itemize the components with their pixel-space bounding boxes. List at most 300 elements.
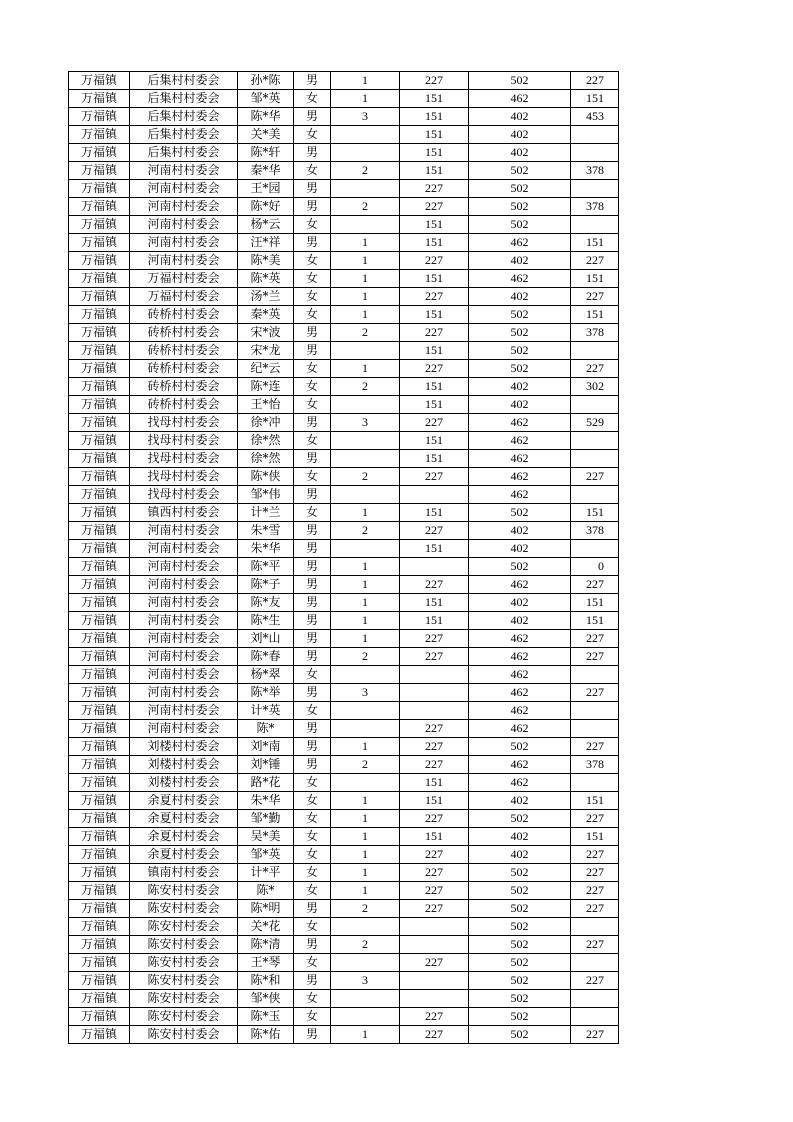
name-cell: 刘*南 (238, 738, 294, 756)
value-b-cell: 502 (469, 972, 571, 990)
village-cell: 后集村村委会 (130, 144, 238, 162)
table-row (69, 630, 619, 648)
gender-cell: 女 (294, 1008, 331, 1026)
table-row (69, 234, 619, 252)
gender-cell: 女 (294, 162, 331, 180)
township-cell: 万福镇 (69, 864, 130, 882)
count-cell: 1 (331, 630, 400, 648)
village-cell: 砖桥村村委会 (130, 324, 238, 342)
count-cell: 1 (331, 828, 400, 846)
value-a-cell (400, 936, 469, 954)
township-cell: 万福镇 (69, 720, 130, 738)
name-cell: 路*花 (238, 774, 294, 792)
table-row (69, 1026, 619, 1044)
table-row (69, 432, 619, 450)
gender-cell: 男 (294, 756, 331, 774)
township-cell: 万福镇 (69, 882, 130, 900)
value-a-cell: 227 (400, 180, 469, 198)
village-cell: 河南村村委会 (130, 648, 238, 666)
count-cell: 2 (331, 324, 400, 342)
table-row (69, 72, 619, 90)
count-cell: 1 (331, 504, 400, 522)
name-cell: 杨*翠 (238, 666, 294, 684)
gender-cell: 女 (294, 90, 331, 108)
value-b-cell: 502 (469, 990, 571, 1008)
count-cell: 1 (331, 252, 400, 270)
township-cell: 万福镇 (69, 108, 130, 126)
name-cell: 朱*雪 (238, 522, 294, 540)
gender-cell: 女 (294, 288, 331, 306)
count-cell: 3 (331, 414, 400, 432)
value-a-cell: 151 (400, 612, 469, 630)
value-b-cell: 402 (469, 828, 571, 846)
value-b-cell: 402 (469, 126, 571, 144)
value-a-cell: 227 (400, 882, 469, 900)
gender-cell: 女 (294, 252, 331, 270)
count-cell (331, 666, 400, 684)
value-b-cell: 462 (469, 702, 571, 720)
total-cell: 227 (571, 810, 619, 828)
village-cell: 后集村村委会 (130, 90, 238, 108)
count-cell: 1 (331, 360, 400, 378)
value-b-cell: 462 (469, 270, 571, 288)
gender-cell: 男 (294, 612, 331, 630)
table-row (69, 540, 619, 558)
total-cell: 302 (571, 378, 619, 396)
township-cell: 万福镇 (69, 612, 130, 630)
table-row (69, 918, 619, 936)
name-cell: 计*英 (238, 702, 294, 720)
count-cell: 1 (331, 792, 400, 810)
gender-cell: 女 (294, 702, 331, 720)
value-a-cell: 227 (400, 648, 469, 666)
table-row (69, 180, 619, 198)
count-cell (331, 918, 400, 936)
value-b-cell: 462 (469, 414, 571, 432)
village-cell: 砖桥村村委会 (130, 396, 238, 414)
village-cell: 陈安村村委会 (130, 936, 238, 954)
table-row (69, 378, 619, 396)
value-b-cell: 502 (469, 1008, 571, 1026)
count-cell: 3 (331, 972, 400, 990)
township-cell: 万福镇 (69, 360, 130, 378)
township-cell: 万福镇 (69, 378, 130, 396)
total-cell (571, 144, 619, 162)
name-cell: 陈*子 (238, 576, 294, 594)
township-cell: 万福镇 (69, 900, 130, 918)
table-row (69, 954, 619, 972)
count-cell: 1 (331, 612, 400, 630)
total-cell (571, 450, 619, 468)
village-cell: 找母村村委会 (130, 450, 238, 468)
township-cell: 万福镇 (69, 504, 130, 522)
total-cell: 151 (571, 792, 619, 810)
count-cell: 2 (331, 378, 400, 396)
village-cell: 陈安村村委会 (130, 990, 238, 1008)
village-cell: 河南村村委会 (130, 720, 238, 738)
name-cell: 徐*然 (238, 432, 294, 450)
count-cell (331, 144, 400, 162)
count-cell: 1 (331, 810, 400, 828)
township-cell: 万福镇 (69, 1026, 130, 1044)
gender-cell: 女 (294, 918, 331, 936)
name-cell: 朱*华 (238, 792, 294, 810)
gender-cell: 女 (294, 864, 331, 882)
gender-cell: 男 (294, 72, 331, 90)
township-cell: 万福镇 (69, 1008, 130, 1026)
table-row (69, 342, 619, 360)
value-a-cell: 227 (400, 414, 469, 432)
gender-cell: 男 (294, 1026, 331, 1044)
township-cell: 万福镇 (69, 594, 130, 612)
village-cell: 河南村村委会 (130, 162, 238, 180)
township-cell: 万福镇 (69, 342, 130, 360)
table-row (69, 324, 619, 342)
township-cell: 万福镇 (69, 450, 130, 468)
count-cell: 2 (331, 756, 400, 774)
table-row (69, 1008, 619, 1026)
name-cell: 徐*然 (238, 450, 294, 468)
township-cell: 万福镇 (69, 774, 130, 792)
township-cell: 万福镇 (69, 558, 130, 576)
total-cell: 453 (571, 108, 619, 126)
count-cell: 1 (331, 864, 400, 882)
gender-cell: 女 (294, 810, 331, 828)
village-cell: 万福村村委会 (130, 288, 238, 306)
value-b-cell: 462 (469, 576, 571, 594)
gender-cell: 男 (294, 144, 331, 162)
value-b-cell: 502 (469, 180, 571, 198)
township-cell: 万福镇 (69, 648, 130, 666)
total-cell: 227 (571, 252, 619, 270)
value-a-cell: 151 (400, 342, 469, 360)
township-cell: 万福镇 (69, 252, 130, 270)
name-cell: 邹*英 (238, 90, 294, 108)
name-cell: 孙*陈 (238, 72, 294, 90)
count-cell (331, 432, 400, 450)
count-cell (331, 216, 400, 234)
count-cell: 3 (331, 684, 400, 702)
township-cell: 万福镇 (69, 198, 130, 216)
village-cell: 砖桥村村委会 (130, 378, 238, 396)
value-a-cell (400, 918, 469, 936)
value-b-cell: 402 (469, 540, 571, 558)
total-cell (571, 432, 619, 450)
table-row (69, 738, 619, 756)
name-cell: 陈*佑 (238, 1026, 294, 1044)
count-cell (331, 1008, 400, 1026)
count-cell (331, 126, 400, 144)
village-cell: 河南村村委会 (130, 180, 238, 198)
value-b-cell: 402 (469, 252, 571, 270)
township-cell: 万福镇 (69, 666, 130, 684)
value-a-cell: 227 (400, 252, 469, 270)
count-cell (331, 540, 400, 558)
total-cell: 227 (571, 576, 619, 594)
table-row (69, 504, 619, 522)
value-a-cell: 151 (400, 108, 469, 126)
village-cell: 万福村村委会 (130, 270, 238, 288)
value-b-cell: 402 (469, 612, 571, 630)
value-a-cell: 151 (400, 270, 469, 288)
value-a-cell: 227 (400, 756, 469, 774)
value-b-cell: 502 (469, 72, 571, 90)
village-cell: 找母村村委会 (130, 486, 238, 504)
village-cell: 镇南村村委会 (130, 864, 238, 882)
table-row (69, 756, 619, 774)
name-cell: 王*琴 (238, 954, 294, 972)
value-b-cell: 462 (469, 234, 571, 252)
table-row (69, 558, 619, 576)
table-row (69, 486, 619, 504)
name-cell: 陈*举 (238, 684, 294, 702)
value-b-cell: 402 (469, 108, 571, 126)
value-b-cell: 502 (469, 1026, 571, 1044)
gender-cell: 女 (294, 126, 331, 144)
count-cell: 2 (331, 648, 400, 666)
village-cell: 余夏村村委会 (130, 792, 238, 810)
township-cell: 万福镇 (69, 954, 130, 972)
name-cell: 陈*明 (238, 900, 294, 918)
total-cell (571, 918, 619, 936)
value-a-cell: 151 (400, 216, 469, 234)
village-cell: 余夏村村委会 (130, 828, 238, 846)
total-cell (571, 396, 619, 414)
name-cell: 关*美 (238, 126, 294, 144)
value-a-cell (400, 972, 469, 990)
township-cell: 万福镇 (69, 810, 130, 828)
village-cell: 河南村村委会 (130, 234, 238, 252)
gender-cell: 女 (294, 468, 331, 486)
name-cell: 朱*华 (238, 540, 294, 558)
gender-cell: 女 (294, 432, 331, 450)
count-cell (331, 954, 400, 972)
township-cell: 万福镇 (69, 846, 130, 864)
township-cell: 万福镇 (69, 90, 130, 108)
value-b-cell: 462 (469, 630, 571, 648)
table-row (69, 774, 619, 792)
count-cell (331, 990, 400, 1008)
total-cell: 151 (571, 828, 619, 846)
name-cell: 纪*云 (238, 360, 294, 378)
value-a-cell (400, 684, 469, 702)
gender-cell: 男 (294, 198, 331, 216)
township-cell: 万福镇 (69, 126, 130, 144)
name-cell: 刘*锤 (238, 756, 294, 774)
township-cell: 万福镇 (69, 468, 130, 486)
value-a-cell: 227 (400, 810, 469, 828)
township-cell: 万福镇 (69, 234, 130, 252)
count-cell: 1 (331, 594, 400, 612)
gender-cell: 女 (294, 216, 331, 234)
table-row (69, 720, 619, 738)
gender-cell: 女 (294, 360, 331, 378)
village-cell: 砖桥村村委会 (130, 306, 238, 324)
name-cell: 陈*友 (238, 594, 294, 612)
total-cell: 227 (571, 846, 619, 864)
value-b-cell: 462 (469, 648, 571, 666)
count-cell: 2 (331, 468, 400, 486)
value-b-cell: 502 (469, 360, 571, 378)
value-a-cell (400, 702, 469, 720)
gender-cell: 男 (294, 180, 331, 198)
value-a-cell: 151 (400, 162, 469, 180)
township-cell: 万福镇 (69, 72, 130, 90)
total-cell (571, 180, 619, 198)
township-cell: 万福镇 (69, 180, 130, 198)
value-b-cell: 502 (469, 198, 571, 216)
table-row (69, 882, 619, 900)
township-cell: 万福镇 (69, 918, 130, 936)
name-cell: 徐*冲 (238, 414, 294, 432)
value-b-cell: 402 (469, 846, 571, 864)
township-cell: 万福镇 (69, 990, 130, 1008)
total-cell: 227 (571, 288, 619, 306)
table-row (69, 810, 619, 828)
count-cell: 1 (331, 558, 400, 576)
total-cell: 227 (571, 1026, 619, 1044)
village-cell: 找母村村委会 (130, 468, 238, 486)
name-cell: 秦*英 (238, 306, 294, 324)
township-cell: 万福镇 (69, 324, 130, 342)
value-b-cell: 402 (469, 288, 571, 306)
village-cell: 后集村村委会 (130, 72, 238, 90)
name-cell: 王*怡 (238, 396, 294, 414)
total-cell: 151 (571, 270, 619, 288)
value-a-cell: 227 (400, 360, 469, 378)
total-cell: 227 (571, 864, 619, 882)
name-cell: 计*平 (238, 864, 294, 882)
total-cell: 378 (571, 522, 619, 540)
gender-cell: 男 (294, 684, 331, 702)
gender-cell: 女 (294, 882, 331, 900)
value-a-cell: 151 (400, 792, 469, 810)
table-row (69, 360, 619, 378)
name-cell: 杨*云 (238, 216, 294, 234)
table-row (69, 270, 619, 288)
gender-cell: 男 (294, 720, 331, 738)
name-cell: 邹*英 (238, 846, 294, 864)
value-b-cell: 462 (469, 756, 571, 774)
township-cell: 万福镇 (69, 576, 130, 594)
value-a-cell (400, 558, 469, 576)
value-b-cell: 502 (469, 324, 571, 342)
table-row (69, 216, 619, 234)
table-row (69, 90, 619, 108)
township-cell: 万福镇 (69, 684, 130, 702)
total-cell: 378 (571, 324, 619, 342)
gender-cell: 男 (294, 342, 331, 360)
value-a-cell: 151 (400, 504, 469, 522)
table-row (69, 252, 619, 270)
name-cell: 宋*龙 (238, 342, 294, 360)
township-cell: 万福镇 (69, 702, 130, 720)
gender-cell: 男 (294, 108, 331, 126)
count-cell: 1 (331, 576, 400, 594)
value-b-cell: 502 (469, 162, 571, 180)
gender-cell: 男 (294, 738, 331, 756)
village-cell: 河南村村委会 (130, 522, 238, 540)
value-b-cell: 462 (469, 666, 571, 684)
value-b-cell: 402 (469, 792, 571, 810)
gender-cell: 男 (294, 594, 331, 612)
value-b-cell: 462 (469, 432, 571, 450)
count-cell (331, 342, 400, 360)
total-cell (571, 216, 619, 234)
value-a-cell: 227 (400, 954, 469, 972)
table-row (69, 864, 619, 882)
name-cell: 邹*侠 (238, 990, 294, 1008)
township-cell: 万福镇 (69, 396, 130, 414)
township-cell: 万福镇 (69, 270, 130, 288)
table-row (69, 144, 619, 162)
village-cell: 河南村村委会 (130, 630, 238, 648)
count-cell (331, 396, 400, 414)
name-cell: 陈*英 (238, 270, 294, 288)
township-cell: 万福镇 (69, 522, 130, 540)
value-a-cell: 227 (400, 324, 469, 342)
name-cell: 王*园 (238, 180, 294, 198)
village-cell: 河南村村委会 (130, 612, 238, 630)
gender-cell: 女 (294, 990, 331, 1008)
table-row (69, 594, 619, 612)
total-cell: 529 (571, 414, 619, 432)
township-cell: 万福镇 (69, 756, 130, 774)
township-cell: 万福镇 (69, 972, 130, 990)
table-row (69, 648, 619, 666)
table-row (69, 990, 619, 1008)
village-cell: 河南村村委会 (130, 198, 238, 216)
value-a-cell: 227 (400, 198, 469, 216)
gender-cell: 女 (294, 504, 331, 522)
name-cell: 汤*兰 (238, 288, 294, 306)
count-cell: 2 (331, 162, 400, 180)
gender-cell: 男 (294, 630, 331, 648)
value-a-cell: 151 (400, 774, 469, 792)
name-cell: 邹*勤 (238, 810, 294, 828)
table-row (69, 108, 619, 126)
value-b-cell: 402 (469, 378, 571, 396)
village-cell: 砖桥村村委会 (130, 342, 238, 360)
township-cell: 万福镇 (69, 828, 130, 846)
count-cell: 2 (331, 198, 400, 216)
gender-cell: 男 (294, 234, 331, 252)
value-a-cell (400, 486, 469, 504)
total-cell (571, 1008, 619, 1026)
name-cell: 刘*山 (238, 630, 294, 648)
township-cell: 万福镇 (69, 486, 130, 504)
village-cell: 河南村村委会 (130, 702, 238, 720)
value-a-cell: 227 (400, 468, 469, 486)
count-cell: 1 (331, 234, 400, 252)
count-cell (331, 486, 400, 504)
name-cell: 陈*清 (238, 936, 294, 954)
table-row (69, 684, 619, 702)
value-a-cell: 227 (400, 900, 469, 918)
table-row (69, 468, 619, 486)
value-a-cell (400, 990, 469, 1008)
village-cell: 余夏村村委会 (130, 810, 238, 828)
name-cell: 陈*连 (238, 378, 294, 396)
name-cell: 陈*生 (238, 612, 294, 630)
value-b-cell: 502 (469, 810, 571, 828)
records-table (68, 71, 619, 1044)
gender-cell: 女 (294, 828, 331, 846)
total-cell: 227 (571, 738, 619, 756)
name-cell: 陈*华 (238, 108, 294, 126)
count-cell: 1 (331, 882, 400, 900)
name-cell: 陈*平 (238, 558, 294, 576)
